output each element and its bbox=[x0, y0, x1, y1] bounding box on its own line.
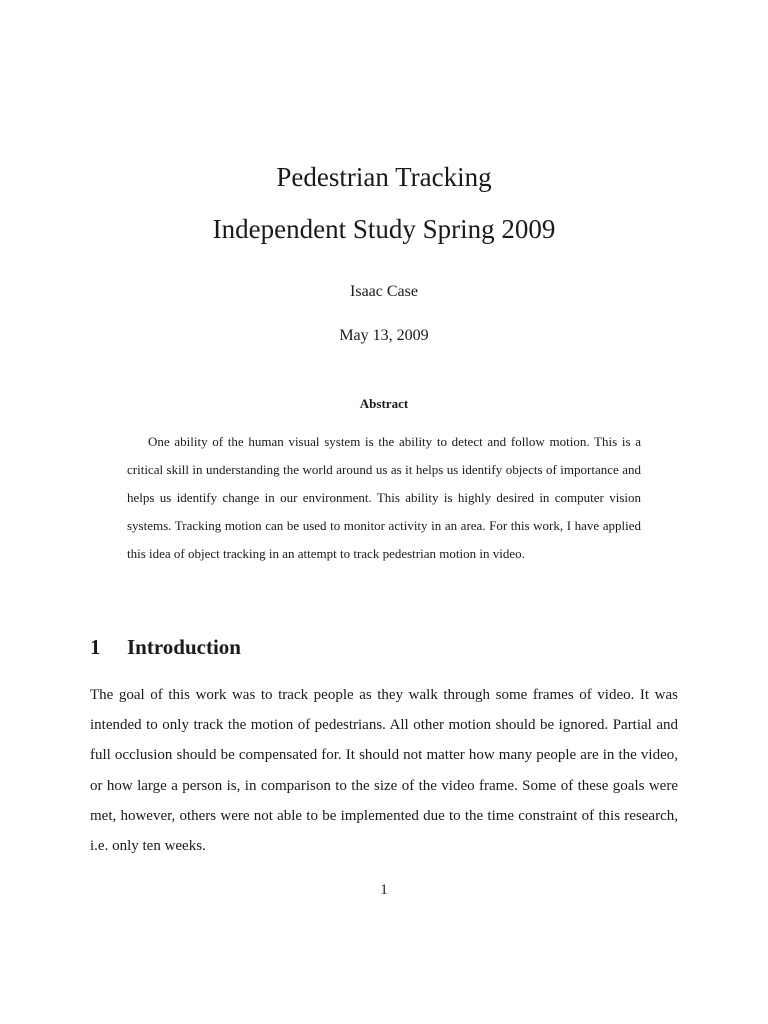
section-title: Introduction bbox=[127, 635, 241, 659]
introduction-paragraph: The goal of this work was to track people as they walk through some frames of video. It was intended to only track the motion of pedestrians. All other motion should be ignored. Partial and full occlusion should be compensated for. It should not matter how many people are in the video, or how large a person is, in comparison to the size of the video frame. Some of these goals were met, however, others were not able to be implemented due to the time constraint of this research, i.e. only ten weeks. bbox=[90, 687, 678, 855]
publication-date: May 13, 2009 bbox=[339, 327, 429, 344]
page-number: 1 bbox=[380, 882, 388, 898]
abstract-heading: Abstract bbox=[359, 396, 409, 411]
section-number: 1 bbox=[90, 635, 101, 659]
author-name: Isaac Case bbox=[350, 283, 418, 300]
paper-title: Pedestrian Tracking bbox=[276, 162, 492, 192]
abstract-text: One ability of the human visual system is the ability to detect and follow motion. This is a critical skill in understanding the world around us as it helps us identify objects of importance and helps us identify change in our environment. This ability is highly desired in computer vision systems. Tracking motion can be used to monitor activity in an area. For this work, I have applied this idea of object tracking in an attempt to track pedestrian motion in video. bbox=[127, 434, 641, 561]
section-heading-introduction bbox=[90, 633, 241, 661]
paper-subtitle: Independent Study Spring 2009 bbox=[212, 214, 556, 244]
